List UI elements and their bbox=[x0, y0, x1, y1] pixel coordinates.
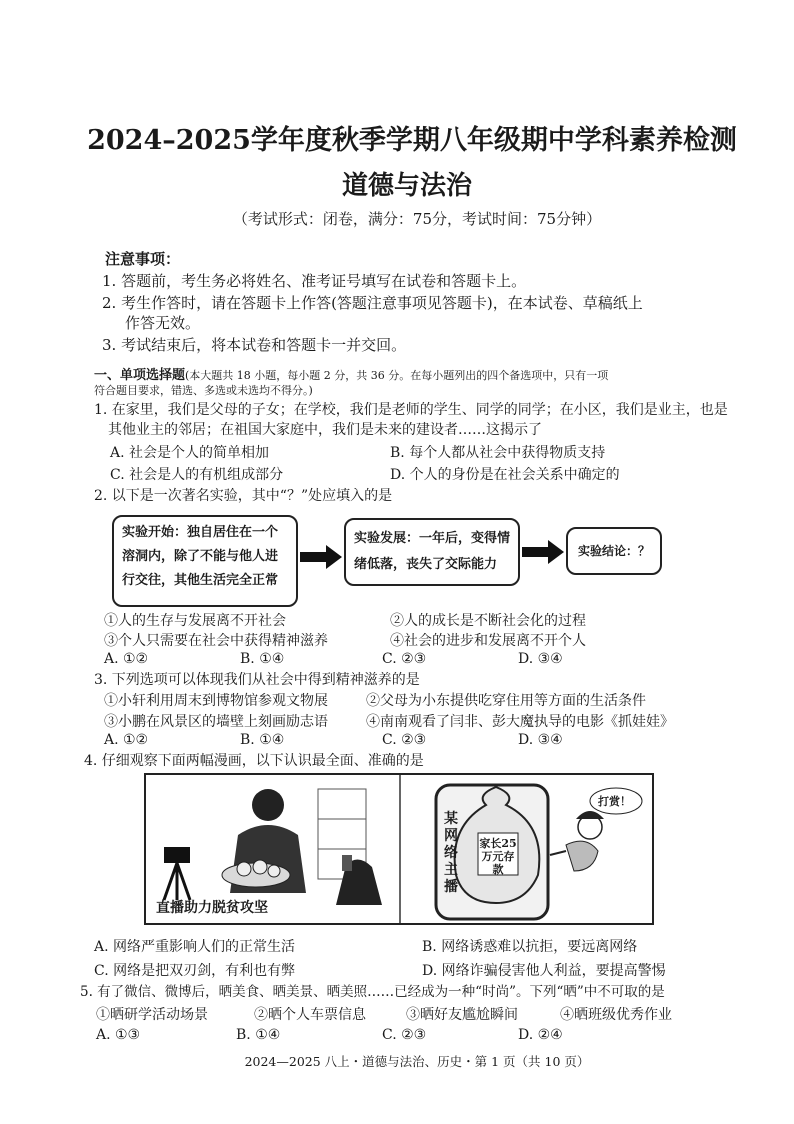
section-title: 一、单项选择题 bbox=[94, 368, 186, 383]
q2-option-c: C. ②③ bbox=[382, 651, 427, 667]
q2-statement-1: ①人的生存与发展离不开社会 bbox=[104, 613, 286, 629]
q5-statement-3: ③晒好友尴尬瞬间 bbox=[406, 1007, 518, 1023]
q1-option-a: A. 社会是个人的简单相加 bbox=[110, 445, 270, 461]
flow-arrow-1 bbox=[300, 545, 342, 569]
cartoon-bag-text: 家长25万元存款 bbox=[479, 837, 517, 876]
q3-option-c: C. ②③ bbox=[382, 732, 427, 748]
cartoon-speech: 打赏！ bbox=[598, 795, 631, 808]
q3-option-a: A. ①② bbox=[104, 732, 149, 748]
q2-option-a: A. ①② bbox=[104, 651, 149, 667]
q3-statement-3: ③小鹏在风景区的墙壁上刻画励志语 bbox=[104, 714, 328, 730]
q3-statement-1: ①小轩利用周末到博物馆参观文物展 bbox=[104, 693, 328, 709]
q5-option-c: C. ②③ bbox=[382, 1027, 427, 1043]
q4-option-a: A. 网络严重影响人们的正常生活 bbox=[94, 939, 296, 955]
q1-option-b: B. 每个人都从社会中获得物质支持 bbox=[390, 445, 606, 461]
q1-stem-1: 1. 在家里，我们是父母的子女；在学校，我们是老师的学生、同学的同学；在小区，我们是业主，也是 bbox=[94, 402, 728, 418]
section-heading bbox=[94, 364, 608, 383]
q3-statement-4: ④南南观看了闫非、彭大魔执导的电影《抓娃娃》 bbox=[366, 714, 674, 730]
q5-statement-4: ④晒班级优秀作业 bbox=[560, 1007, 672, 1023]
q4-stem: 4. 仔细观察下面两幅漫画，以下认识最全面、准确的是 bbox=[84, 753, 424, 769]
q5-option-b: B. ①④ bbox=[236, 1027, 281, 1043]
q4-option-c: C. 网络是把双刃剑，有利也有弊 bbox=[94, 963, 296, 979]
page-footer: 2024—2025 八上・道德与法治、历史・第 1 页（共 10 页） bbox=[244, 1054, 590, 1069]
section-desc: (本大题共 18 小题，每小题 2 分，共 36 分。在每小题列出的四个备选项中，只有一项 bbox=[185, 369, 609, 382]
flow-box-development: 实验发展：一年后，变得情绪低落，丧失了交际能力 bbox=[344, 518, 520, 586]
q2-option-b: B. ①④ bbox=[240, 651, 285, 667]
cartoon-left-caption: 直播助力脱贫攻坚 bbox=[156, 900, 268, 916]
q5-option-d: D. ②④ bbox=[518, 1027, 563, 1043]
exam-info: （考试形式：闭卷，满分：75分，考试时间：75分钟） bbox=[232, 210, 602, 228]
flow-box-conclusion: 实验结论：？ bbox=[566, 527, 662, 575]
q3-statement-2: ②父母为小东提供吃穿住用等方面的生活条件 bbox=[366, 693, 646, 709]
flow-box-start: 实验开始：独自居住在一个溶洞内，除了不能与他人进行交往，其他生活完全正常 bbox=[112, 515, 298, 607]
q4-option-d: D. 网络诈骗侵害他人利益，要提高警惕 bbox=[422, 963, 666, 979]
q5-statement-2: ②晒个人车票信息 bbox=[254, 1007, 366, 1023]
notice-item-2-cont: 作答无效。 bbox=[125, 314, 201, 332]
q3-option-b: B. ①④ bbox=[240, 732, 285, 748]
q3-option-d: D. ③④ bbox=[518, 732, 563, 748]
notice-item-1: 1. 答题前，考生务必将姓名、准考证号填写在试卷和答题卡上。 bbox=[102, 272, 527, 290]
q2-statement-2: ②人的成长是不断社会化的过程 bbox=[390, 613, 586, 629]
q2-stem: 2. 以下是一次著名实验，其中“？”处应填入的是 bbox=[94, 488, 393, 504]
q1-option-d: D. 个人的身份是在社会关系中确定的 bbox=[390, 467, 620, 483]
cartoon-right-label: 某网络主播 bbox=[444, 811, 458, 895]
q2-statement-4: ④社会的进步和发展离不开个人 bbox=[390, 633, 586, 649]
notice-item-3: 3. 考试结束后，将本试卷和答题卡一并交回。 bbox=[102, 336, 407, 354]
q5-option-a: A. ①③ bbox=[96, 1027, 141, 1043]
q2-option-d: D. ③④ bbox=[518, 651, 563, 667]
q3-stem: 3. 下列选项可以体现我们从社会中得到精神滋养的是 bbox=[94, 672, 420, 688]
notice-item-2: 2. 考生作答时，请在答题卡上作答(答题注意事项见答题卡)，在本试卷、草稿纸上 bbox=[102, 294, 643, 312]
exam-title: 2024–2025学年度秋季学期八年级期中学科素养检测 bbox=[87, 125, 737, 156]
q1-stem-2: 其他业主的邻居；在祖国大家庭中，我们是未来的建设者……这揭示了 bbox=[108, 422, 542, 438]
subject-title: 道德与法治 bbox=[341, 171, 472, 201]
q5-stem: 5. 有了微信、微博后，晒美食、晒美景、晒美照……已经成为一种“时尚”。下列“晒”中不可取的是 bbox=[80, 984, 665, 1000]
q4-option-b: B. 网络诱惑难以抗拒，要远离网络 bbox=[422, 939, 638, 955]
q2-statement-3: ③个人只需要在社会中获得精神滋养 bbox=[104, 633, 328, 649]
q1-option-c: C. 社会是人的有机组成部分 bbox=[110, 467, 284, 483]
flow-arrow-2 bbox=[522, 540, 564, 564]
q5-statement-1: ①晒研学活动场景 bbox=[96, 1007, 208, 1023]
notice-heading: 注意事项： bbox=[105, 250, 181, 268]
cartoon-image bbox=[144, 773, 654, 925]
section-desc-2: 符合题目要求，错选、多选或未选均不得分。) bbox=[94, 384, 313, 397]
